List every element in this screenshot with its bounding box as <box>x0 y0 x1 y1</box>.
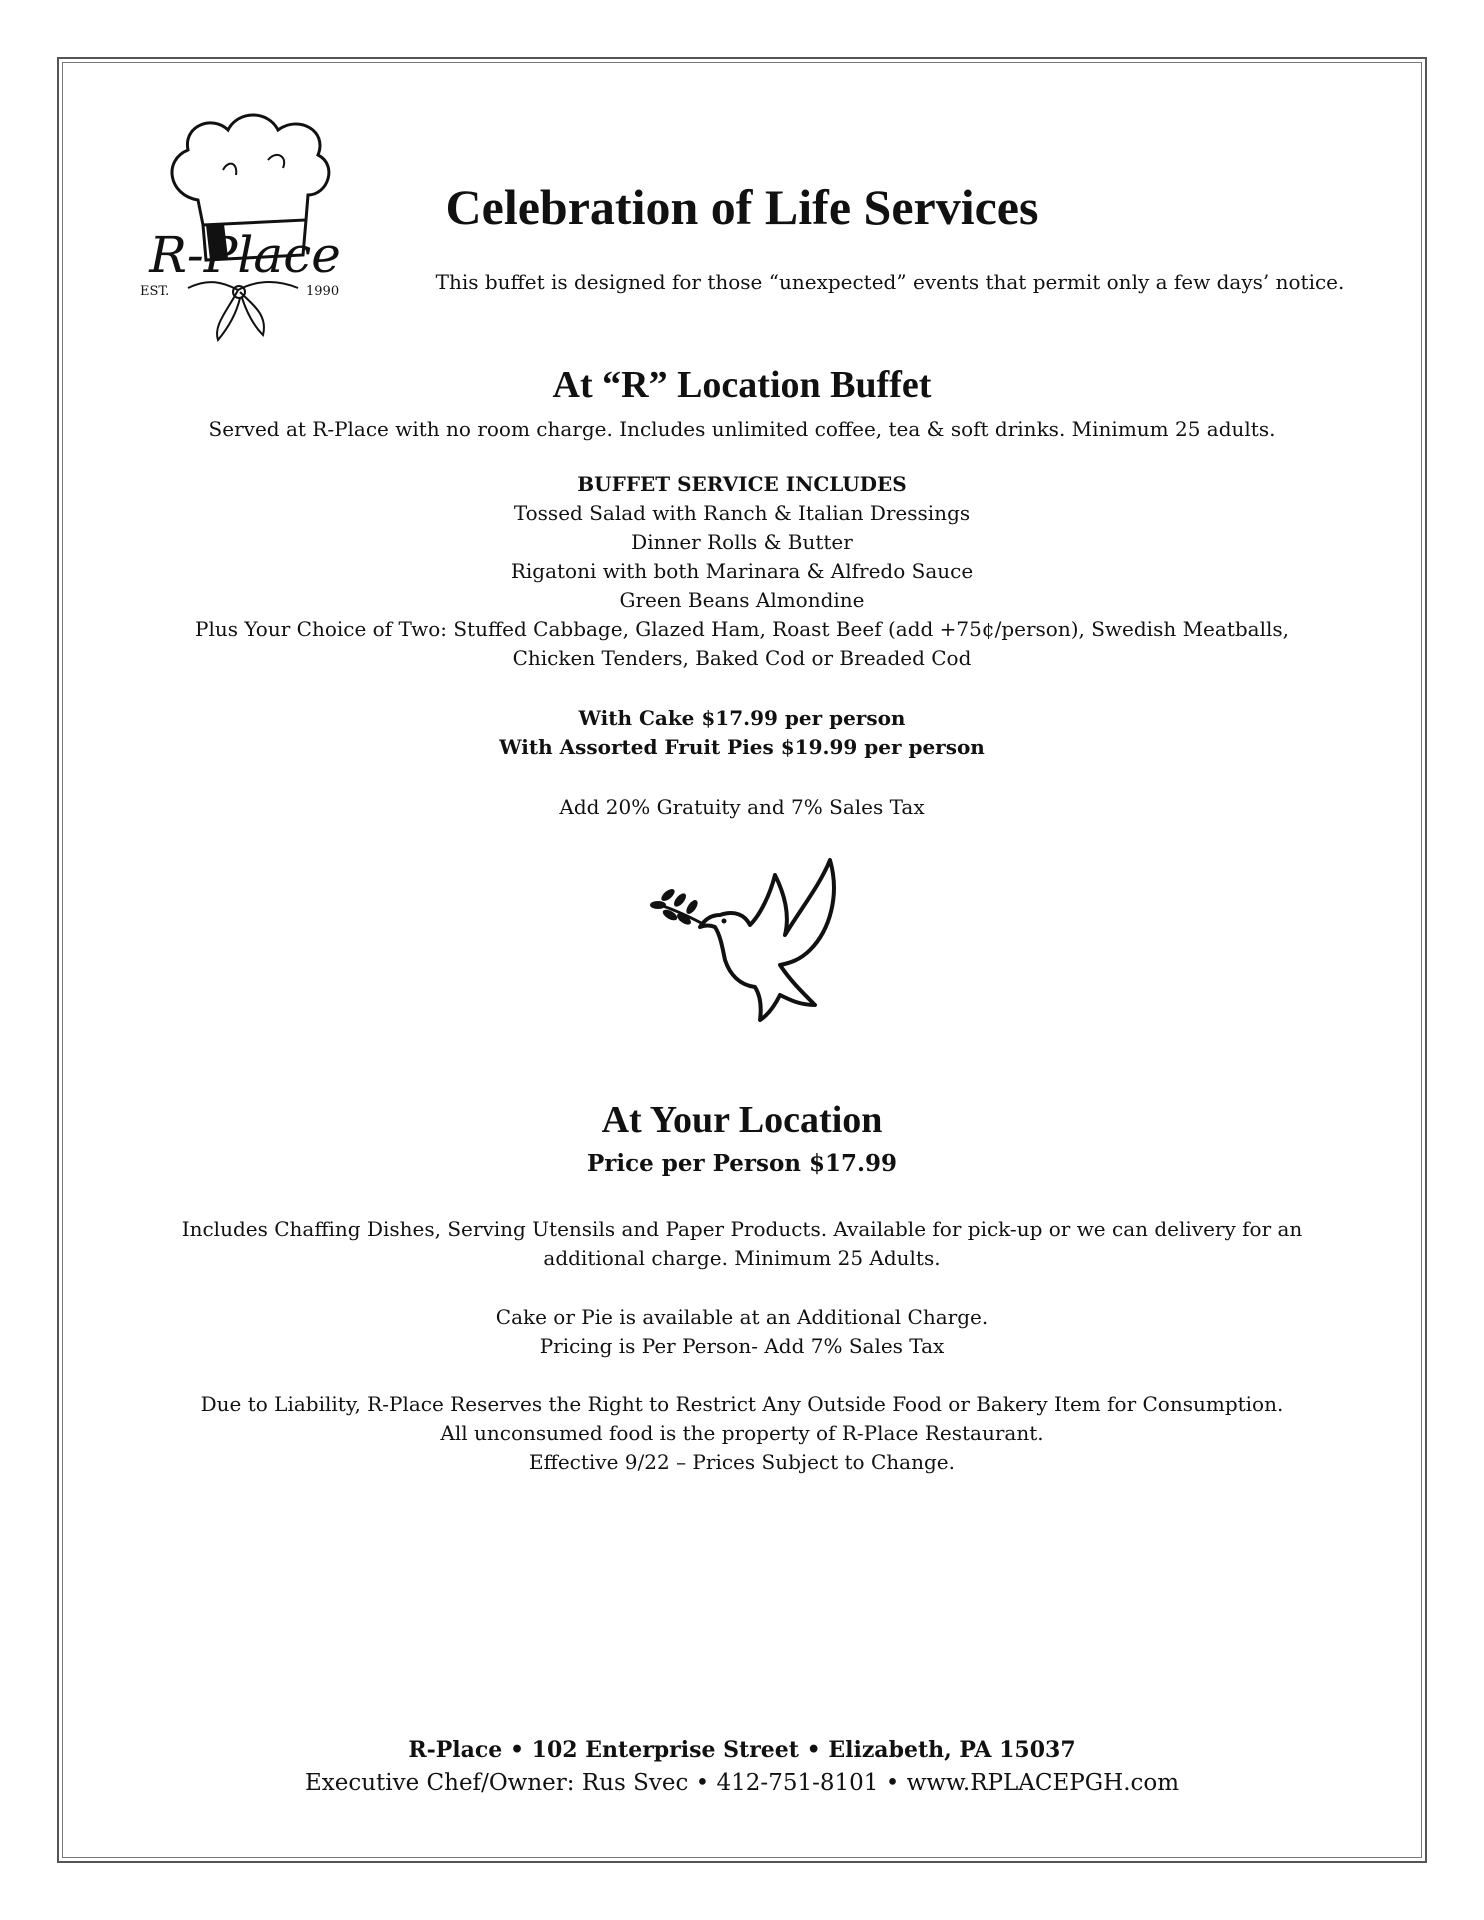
logo-est-year: 1990 <box>306 284 340 299</box>
liability-line: All unconsumed food is the property of R-Place Restaurant. <box>440 1421 1044 1445</box>
gratuity-note: Add 20% Gratuity and 7% Sales Tax <box>559 795 925 819</box>
price-with-cake: With Cake $17.99 per person <box>578 706 906 730</box>
buffet-item: Dinner Rolls & Butter <box>631 530 853 554</box>
footer-contact: Executive Chef/Owner: Rus Svec • 412-751-8101 • www.RPLACEPGH.com <box>304 1770 1180 1796</box>
liability-note <box>62 1390 1422 1477</box>
page-subtitle: This buffet is designed for those “unexpected” events that permit only a few days’ notice. <box>435 270 1345 294</box>
price-with-pies: With Assorted Fruit Pies $19.99 per person <box>499 735 985 759</box>
includes-heading: BUFFET SERVICE INCLUDES <box>577 472 907 496</box>
your-location-price: Price per Person $17.99 <box>586 1150 898 1177</box>
description-line: additional charge. Minimum 25 Adults. <box>543 1246 941 1270</box>
cake-line: Pricing is Per Person- Add 7% Sales Tax <box>539 1334 945 1358</box>
dove-icon <box>650 855 850 1035</box>
liability-line: Due to Liability, R-Place Reserves the Right to Restrict Any Outside Food or Bakery Item for Consumption. <box>200 1392 1284 1416</box>
buffet-includes <box>62 470 1422 673</box>
description-line: Includes Chaffing Dishes, Serving Utensils and Paper Products. Available for pick-up or we can delivery for an <box>181 1217 1303 1241</box>
buffet-item: Tossed Salad with Ranch & Italian Dressings <box>513 501 971 525</box>
buffet-description: Served at R-Place with no room charge. Includes unlimited coffee, tea & soft drinks. Minimum 25 adults. <box>208 417 1276 441</box>
liability-line: Effective 9/22 – Prices Subject to Change. <box>529 1450 955 1474</box>
logo-est-label: EST. <box>140 284 170 299</box>
buffet-prices <box>62 704 1422 762</box>
buffet-title: At “R” Location Buffet <box>552 364 932 406</box>
cake-pie-note <box>62 1303 1422 1361</box>
your-location-description <box>62 1215 1422 1273</box>
buffet-item: Rigatoni with both Marinara & Alfredo Sauce <box>510 559 974 583</box>
buffet-item: Chicken Tenders, Baked Cod or Breaded Cod <box>512 646 972 670</box>
buffet-item: Plus Your Choice of Two: Stuffed Cabbage, Glazed Ham, Roast Beef (add +75¢/person), Swedish Meatballs, <box>194 617 1289 641</box>
page-title: Celebration of Life Services <box>445 179 1039 235</box>
logo-brand-text: R-Place <box>149 226 341 284</box>
cake-line: Cake or Pie is available at an Additional Charge. <box>495 1305 989 1329</box>
footer-address: R-Place • 102 Enterprise Street • Elizabeth, PA 15037 <box>408 1737 1076 1763</box>
buffet-item: Green Beans Almondine <box>619 588 865 612</box>
your-location-title: At Your Location <box>601 1099 883 1141</box>
